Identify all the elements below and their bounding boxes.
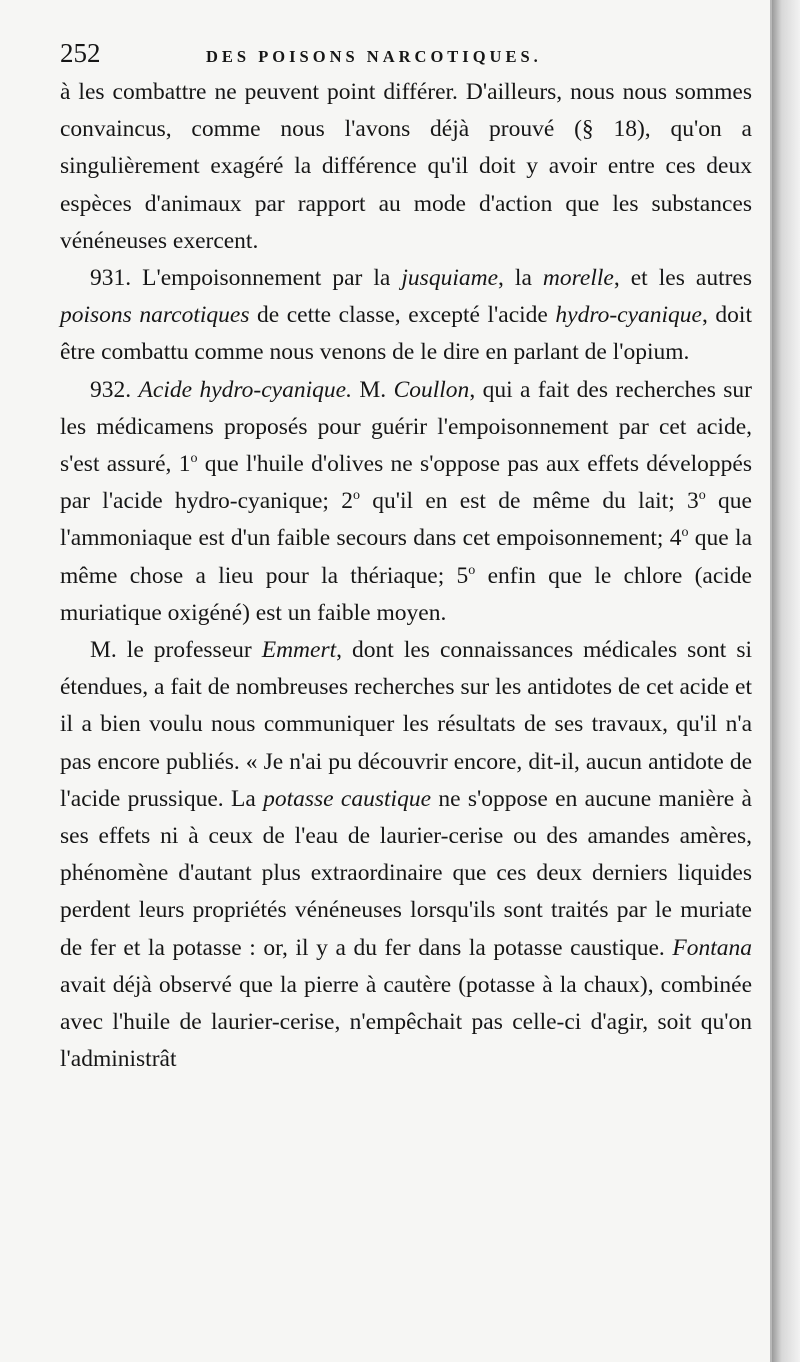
- page-header: [60, 38, 752, 78]
- paragraph-931-text-4: de cette classe, excepté l'acide: [249, 302, 556, 329]
- paragraph-931-italic-3: poisons narcotiques: [60, 302, 250, 329]
- degree-sign-5: o: [468, 562, 476, 578]
- paragraph-932-text-2: M.: [351, 376, 394, 403]
- paragraph-emmert-text-3: ne s'oppose en aucune manière à ses effets ni à ceux de l'eau de laurier-cerise ou des amandes amères, phénomène d'autant plus extraordinaire que ces deux derniers liquides perdent leurs propriétés vénéneuses lorsqu'ils sont traités par le muriate de fer et la potasse : or, il y a du fer dans la potasse caustique.: [60, 785, 752, 961]
- paragraph-emmert-italic-1: Emmert: [261, 637, 337, 664]
- paragraph-continuation: à les combattre ne peuvent point différer. D'ailleurs, nous nous sommes convaincus, comme nous l'avons déjà prouvé (§ 18), qu'on a singulièrement exagéré la différence qu'il doit y avoir entre ces deux espèces d'animaux par rapport au mode d'action que les substances vénéneuses exercent.: [60, 79, 752, 254]
- paragraph-emmert-text-4: avait déjà observé que la pierre à cautère (potasse à la chaux), combinée avec l'huile de laurier-cerise, n'empêchait pas celle-ci d'agir, soit qu'on l'administrât: [60, 971, 752, 1073]
- degree-sign-4: o: [681, 525, 689, 541]
- degree-sign-2: o: [352, 488, 360, 504]
- paragraph-emmert-text-1: M. le professeur: [90, 637, 262, 664]
- paragraph-emmert-text-2: , dont les connaissances médicales sont si étendues, a fait de nombreuses recherches sur les antidotes de cet acide et il a bien voulu nous communiquer les résultats de ses travaux, qu'il n'a pas encore publiés. « Je n'ai pu découvrir encore, dit-il, aucun antidote de l'acide prussique. La: [60, 637, 753, 812]
- paragraph-932-italic-2: Coullon: [393, 376, 470, 403]
- paragraph-931: [60, 260, 752, 372]
- page-number: 252: [60, 38, 101, 68]
- paragraph-932-text-7: que la même chose a lieu pour la thériaque; 5: [60, 525, 753, 589]
- page-edge-shadow: [772, 0, 800, 1362]
- paragraph-932-text-8: enfin que le chlore (acide muriatique oxigéné) est un faible moyen.: [60, 562, 752, 626]
- paragraph-emmert: [60, 632, 752, 1078]
- paragraph-931-text-1: 931. L'empoisonnement par la: [90, 265, 402, 292]
- paragraph-932: [60, 372, 752, 632]
- paragraph-931-text-5: , doit être combattu comme nous venons de le dire en parlant de l'opium.: [60, 302, 752, 366]
- paragraph-931-italic-4: hydro-cyanique: [555, 302, 702, 329]
- paragraph-932-text-4: que l'huile d'olives ne s'oppose pas aux effets développés par l'acide hydro-cyanique; 2: [60, 451, 753, 515]
- running-title: DES POISONS NARCOTIQUES.: [206, 47, 542, 66]
- paragraph-932-italic-1: Acide hydro-cyanique.: [138, 376, 352, 403]
- paragraph-931-text-3: , et les autres: [613, 265, 753, 292]
- paragraph-emmert-italic-2: potasse caustique: [263, 785, 431, 812]
- paragraph-931-italic-2: morelle: [542, 265, 614, 292]
- paragraph-emmert-italic-3: Fontana: [672, 934, 752, 961]
- paragraph-932-text-5: qu'il en est de même du lait; 3: [359, 488, 699, 515]
- paragraph-931-italic-1: jusquiame: [401, 265, 498, 292]
- body-text: [60, 74, 752, 1078]
- paragraph-932-text-3: , qui a fait des recherches sur les médicamens proposés pour guérir l'empoisonnement par cet acide, s'est assuré, 1: [60, 376, 752, 478]
- paragraph-931-text-2: , la: [498, 265, 543, 292]
- paragraph-932-text-6: que l'ammoniaque est d'un faible secours dans cet empoisonnement; 4: [60, 488, 752, 552]
- degree-sign-1: o: [190, 451, 198, 467]
- degree-sign-3: o: [698, 488, 706, 504]
- paragraph-932-text-1: 932.: [90, 376, 139, 403]
